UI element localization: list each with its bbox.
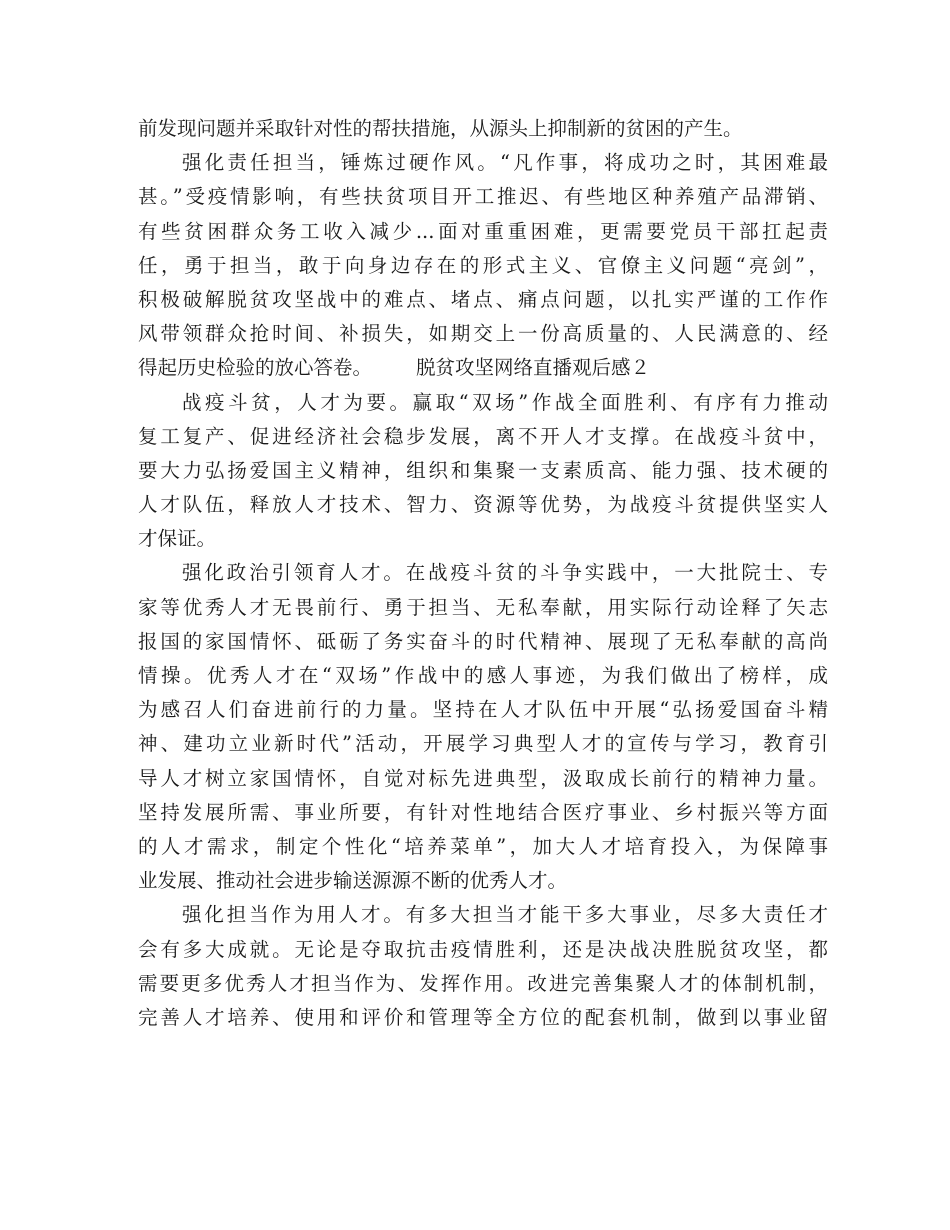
text-line — [138, 351, 828, 385]
text-line-content: 强化担当作为用人才。有多大担当才能干多大事业，尽多大责任才 — [182, 903, 828, 927]
text-line — [138, 1001, 828, 1035]
text-line-content: 甚。”受疫情影响，有些扶贫项目开工推迟、有些地区种养殖产品滞销、 — [138, 185, 828, 209]
text-line — [138, 898, 828, 932]
text-line — [138, 625, 828, 659]
text-line — [138, 556, 828, 590]
text-line-content: 得起历史检验的放心答卷。 — [138, 356, 373, 380]
text-line-content: 神、建功立业新时代”活动，开展学习典型人才的宣传与学习，教育引 — [138, 732, 828, 756]
text-line-content: 导人才树立家国情怀，自觉对标先进典型，汲取成长前行的精神力量。 — [138, 766, 828, 790]
text-line — [138, 146, 828, 180]
text-line — [138, 386, 828, 420]
text-line-content: 任，勇于担当，敢于向身边存在的形式主义、官僚主义问题“亮剑”， — [138, 253, 828, 277]
text-line-content: 要大力弘扬爱国主义精神，组织和集聚一支素质高、能力强、技术硬的 — [138, 458, 828, 482]
text-line-content: 复工复产、促进经济社会稳步发展，离不开人才支撑。在战疫斗贫中， — [138, 424, 828, 448]
text-line — [138, 283, 828, 317]
text-line — [138, 522, 828, 556]
text-line — [138, 659, 828, 693]
text-line — [138, 693, 828, 727]
text-line — [138, 933, 828, 967]
text-line-content: 报国的家国情怀、砥砺了务实奋斗的时代精神、展现了无私奉献的高尚 — [138, 629, 828, 653]
text-line-content: 需要更多优秀人才担当作为、发挥作用。改进完善集聚人才的体制机制， — [138, 971, 828, 995]
text-line — [138, 864, 828, 898]
text-line-content: 的人才需求，制定个性化“培养菜单”，加大人才培育投入，为保障事 — [138, 834, 828, 858]
text-line-content: 强化责任担当，锤炼过硬作风。“凡作事，将成功之时，其困难最 — [182, 151, 828, 175]
text-line-content: 积极破解脱贫攻坚战中的难点、堵点、痛点问题，以扎实严谨的工作作 — [138, 287, 828, 311]
text-line-content: 风带领群众抢时间、补损失，如期交上一份高质量的、人民满意的、经 — [138, 322, 828, 346]
text-line-content: 情操。优秀人才在“双场”作战中的感人事迹，为我们做出了榜样，成 — [138, 664, 828, 687]
text-line-content: 前发现问题并采取针对性的帮扶措施，从源头上抑制新的贫困的产生。 — [138, 117, 743, 140]
text-line — [138, 317, 828, 351]
section-heading: 脱贫攻坚网络直播观后感２ — [416, 356, 651, 380]
text-line-content: 坚持发展所需、事业所要，有针对性地结合医疗事业、乡村振兴等方面 — [138, 800, 828, 824]
text-line-content: 家等优秀人才无畏前行、勇于担当、无私奉献，用实际行动诠释了矢志 — [138, 595, 828, 619]
text-line-content: 人才队伍，释放人才技术、智力、资源等优势，为战疫斗贫提供坚实人 — [138, 493, 828, 517]
text-line — [138, 112, 828, 146]
text-line-content: 完善人才培养、使用和评价和管理等全方位的配套机制，做到以事业留 — [138, 1005, 828, 1029]
document-body — [138, 112, 828, 1035]
text-line — [138, 727, 828, 761]
text-line-content: 战疫斗贫，人才为要。赢取“双场”作战全面胜利、有序有力推动 — [182, 390, 828, 414]
text-line — [138, 796, 828, 830]
text-line — [138, 830, 828, 864]
text-line — [138, 420, 828, 454]
text-line — [138, 488, 828, 522]
text-line-content: 会有多大成就。无论是夺取抗击疫情胜利，还是决战决胜脱贫攻坚，都 — [138, 937, 828, 961]
text-line — [138, 967, 828, 1001]
text-line — [138, 180, 828, 214]
text-line-content: 有些贫困群众务工收入减少...面对重重困难，更需要党员干部扛起责 — [138, 219, 828, 243]
text-line-content: 业发展、推动社会进步输送源源不断的优秀人才。 — [138, 869, 568, 893]
text-line — [138, 215, 828, 249]
text-line-content: 为感召人们奋进前行的力量。坚持在人才队伍中开展“弘扬爱国奋斗精 — [138, 698, 828, 722]
text-line-content: 强化政治引领育人才。在战疫斗贫的斗争实践中，一大批院士、专 — [182, 561, 828, 585]
text-line — [138, 762, 828, 796]
text-line-content: 才保证。 — [138, 527, 217, 551]
text-line — [138, 454, 828, 488]
text-line — [138, 249, 828, 283]
text-line — [138, 591, 828, 625]
